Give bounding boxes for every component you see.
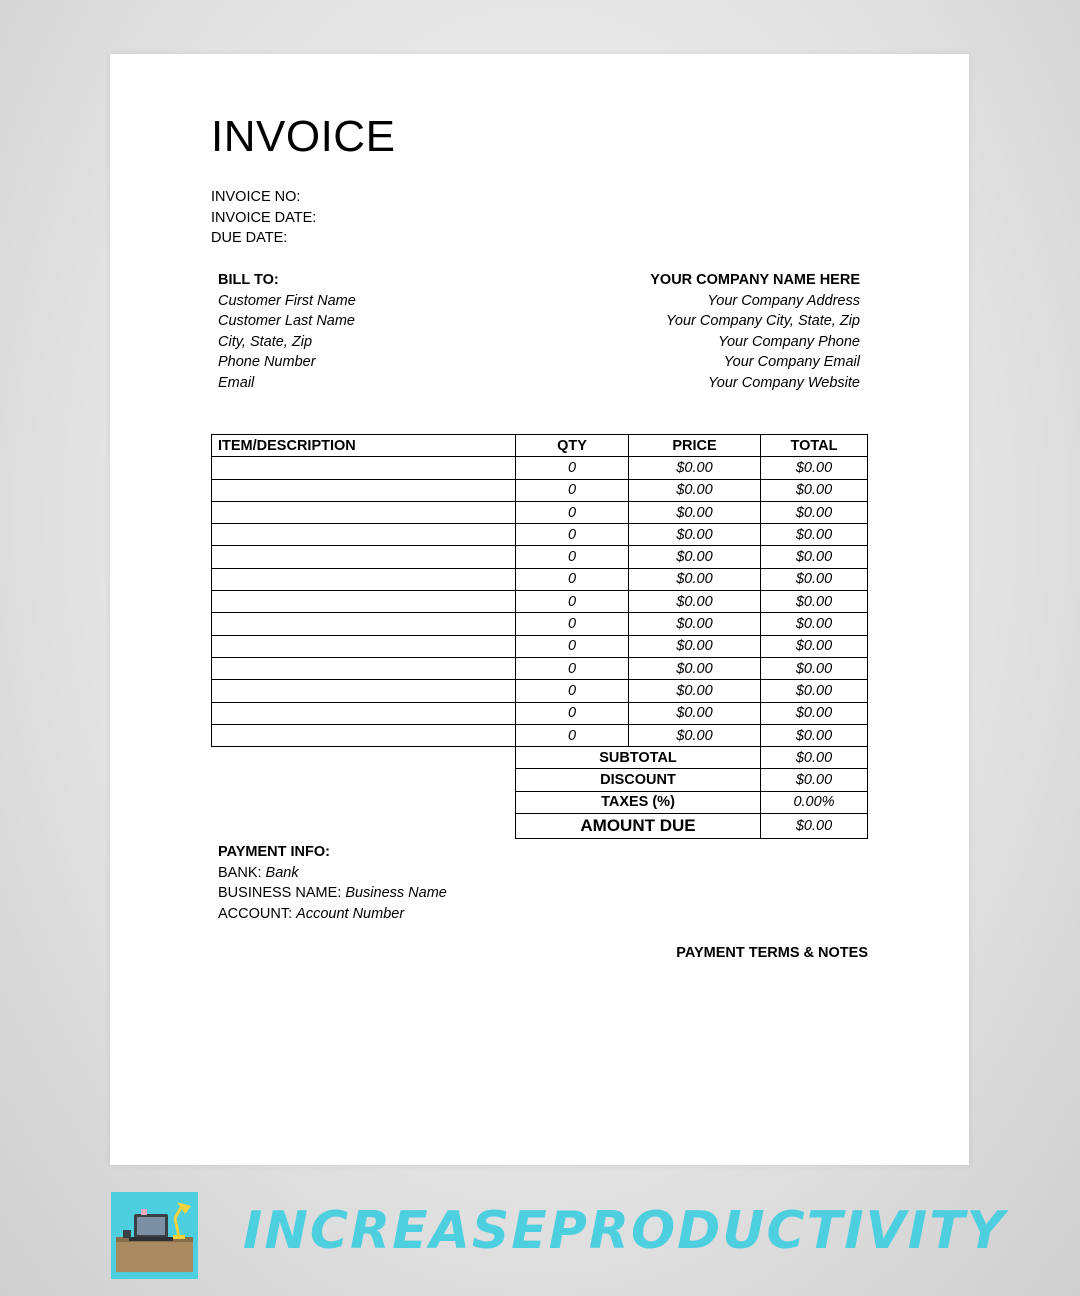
customer-city-state-zip: City, State, Zip — [218, 333, 313, 350]
row-description[interactable] — [212, 680, 516, 702]
table-row — [212, 524, 868, 546]
row-description[interactable] — [212, 724, 516, 746]
account-value: Account Number — [296, 905, 405, 922]
row-total: $0.00 — [761, 591, 868, 613]
table-row — [212, 657, 868, 679]
company-name-heading: YOUR COMPANY NAME HERE — [650, 272, 860, 288]
taxes-label: TAXES (%) — [516, 791, 761, 813]
row-qty[interactable]: 0 — [516, 724, 629, 746]
row-price[interactable]: $0.00 — [629, 724, 761, 746]
header-price: PRICE — [629, 435, 761, 457]
row-price[interactable]: $0.00 — [629, 702, 761, 724]
row-qty[interactable]: 0 — [516, 635, 629, 657]
row-total: $0.00 — [761, 568, 868, 590]
payment-terms-heading: PAYMENT TERMS & NOTES — [676, 945, 868, 961]
items-table — [211, 434, 868, 839]
row-description[interactable] — [212, 546, 516, 568]
row-qty[interactable]: 0 — [516, 591, 629, 613]
row-price[interactable]: $0.00 — [629, 613, 761, 635]
payment-info-heading: PAYMENT INFO: — [218, 844, 330, 860]
bank-label: BANK: — [218, 864, 262, 881]
header-description: ITEM/DESCRIPTION — [212, 435, 516, 457]
row-price[interactable]: $0.00 — [629, 546, 761, 568]
row-description[interactable] — [212, 501, 516, 523]
discount-value[interactable]: $0.00 — [761, 769, 868, 791]
table-row — [212, 479, 868, 501]
row-description[interactable] — [212, 479, 516, 501]
account-label: ACCOUNT: — [218, 905, 293, 922]
row-total: $0.00 — [761, 501, 868, 523]
subtotal-value: $0.00 — [761, 747, 868, 769]
amount-due-value: $0.00 — [761, 814, 868, 839]
row-total: $0.00 — [761, 479, 868, 501]
company-website: Your Company Website — [707, 374, 860, 391]
row-total: $0.00 — [761, 613, 868, 635]
table-row — [212, 724, 868, 746]
row-qty[interactable]: 0 — [516, 568, 629, 590]
desk-laptop-lamp-icon — [111, 1192, 198, 1279]
subtotal-row — [212, 747, 868, 769]
company-block — [650, 270, 860, 394]
row-total: $0.00 — [761, 702, 868, 724]
bill-to-block — [218, 270, 356, 394]
table-row — [212, 591, 868, 613]
company-email: Your Company Email — [723, 354, 860, 371]
row-qty[interactable]: 0 — [516, 657, 629, 679]
summary-spacer — [212, 814, 516, 839]
table-row — [212, 501, 868, 523]
row-total: $0.00 — [761, 680, 868, 702]
due-date-label: DUE DATE: — [211, 230, 288, 247]
company-city-state-zip: Your Company City, State, Zip — [666, 313, 860, 330]
brand-logo-svg — [111, 1192, 198, 1279]
customer-phone: Phone Number — [218, 354, 316, 371]
table-row — [212, 546, 868, 568]
company-address: Your Company Address — [707, 292, 860, 309]
bill-to-heading: BILL TO: — [218, 272, 279, 288]
customer-last-name: Customer Last Name — [218, 313, 355, 330]
row-description[interactable] — [212, 635, 516, 657]
row-total: $0.00 — [761, 635, 868, 657]
invoice-number-label: INVOICE NO: — [211, 189, 301, 205]
business-name-label: BUSINESS NAME: — [218, 885, 342, 902]
row-price[interactable]: $0.00 — [629, 501, 761, 523]
table-row — [212, 457, 868, 479]
row-price[interactable]: $0.00 — [629, 457, 761, 479]
row-qty[interactable]: 0 — [516, 613, 629, 635]
amount-due-row — [212, 814, 868, 839]
row-price[interactable]: $0.00 — [629, 524, 761, 546]
taxes-value[interactable]: 0.00% — [761, 791, 868, 813]
row-qty[interactable]: 0 — [516, 479, 629, 501]
customer-first-name: Customer First Name — [218, 292, 356, 309]
payment-info-block — [218, 842, 447, 924]
row-qty[interactable]: 0 — [516, 680, 629, 702]
row-qty[interactable]: 0 — [516, 501, 629, 523]
row-total: $0.00 — [761, 657, 868, 679]
table-row — [212, 613, 868, 635]
table-row — [212, 680, 868, 702]
row-description[interactable] — [212, 457, 516, 479]
row-description[interactable] — [212, 524, 516, 546]
table-row — [212, 702, 868, 724]
subtotal-label: SUBTOTAL — [516, 747, 761, 769]
row-total: $0.00 — [761, 724, 868, 746]
row-description[interactable] — [212, 657, 516, 679]
row-total: $0.00 — [761, 457, 868, 479]
row-total: $0.00 — [761, 546, 868, 568]
row-price[interactable]: $0.00 — [629, 680, 761, 702]
row-qty[interactable]: 0 — [516, 457, 629, 479]
invoice-meta — [211, 187, 316, 249]
items-header-row — [212, 435, 868, 457]
business-name-value: Business Name — [345, 885, 447, 902]
row-price[interactable]: $0.00 — [629, 568, 761, 590]
invoice-date-label: INVOICE DATE: — [211, 209, 317, 226]
business-name-line — [218, 883, 447, 904]
discount-label: DISCOUNT — [516, 769, 761, 791]
row-price[interactable]: $0.00 — [629, 591, 761, 613]
brand-name: INCREASEPRODUCTIVITY — [243, 1201, 1007, 1261]
company-phone: Your Company Phone — [718, 333, 860, 350]
row-price[interactable]: $0.00 — [629, 657, 761, 679]
invoice-title: INVOICE — [211, 112, 396, 161]
bank-value: Bank — [265, 864, 299, 881]
header-qty: QTY — [516, 435, 629, 457]
table-row — [212, 568, 868, 590]
row-qty[interactable]: 0 — [516, 702, 629, 724]
bank-line — [218, 863, 447, 884]
amount-due-label: AMOUNT DUE — [516, 814, 761, 839]
row-qty[interactable]: 0 — [516, 524, 629, 546]
row-description[interactable] — [212, 591, 516, 613]
table-row — [212, 635, 868, 657]
account-line — [218, 904, 447, 925]
row-description[interactable] — [212, 568, 516, 590]
row-description[interactable] — [212, 702, 516, 724]
customer-email: Email — [218, 374, 255, 391]
row-price[interactable]: $0.00 — [629, 479, 761, 501]
row-price[interactable]: $0.00 — [629, 635, 761, 657]
summary-spacer — [212, 769, 516, 791]
discount-row — [212, 769, 868, 791]
row-total: $0.00 — [761, 524, 868, 546]
row-qty[interactable]: 0 — [516, 546, 629, 568]
row-description[interactable] — [212, 613, 516, 635]
summary-spacer — [212, 791, 516, 813]
invoice-sheet — [110, 54, 969, 1165]
header-total: TOTAL — [761, 435, 868, 457]
summary-spacer — [212, 747, 516, 769]
taxes-row — [212, 791, 868, 813]
